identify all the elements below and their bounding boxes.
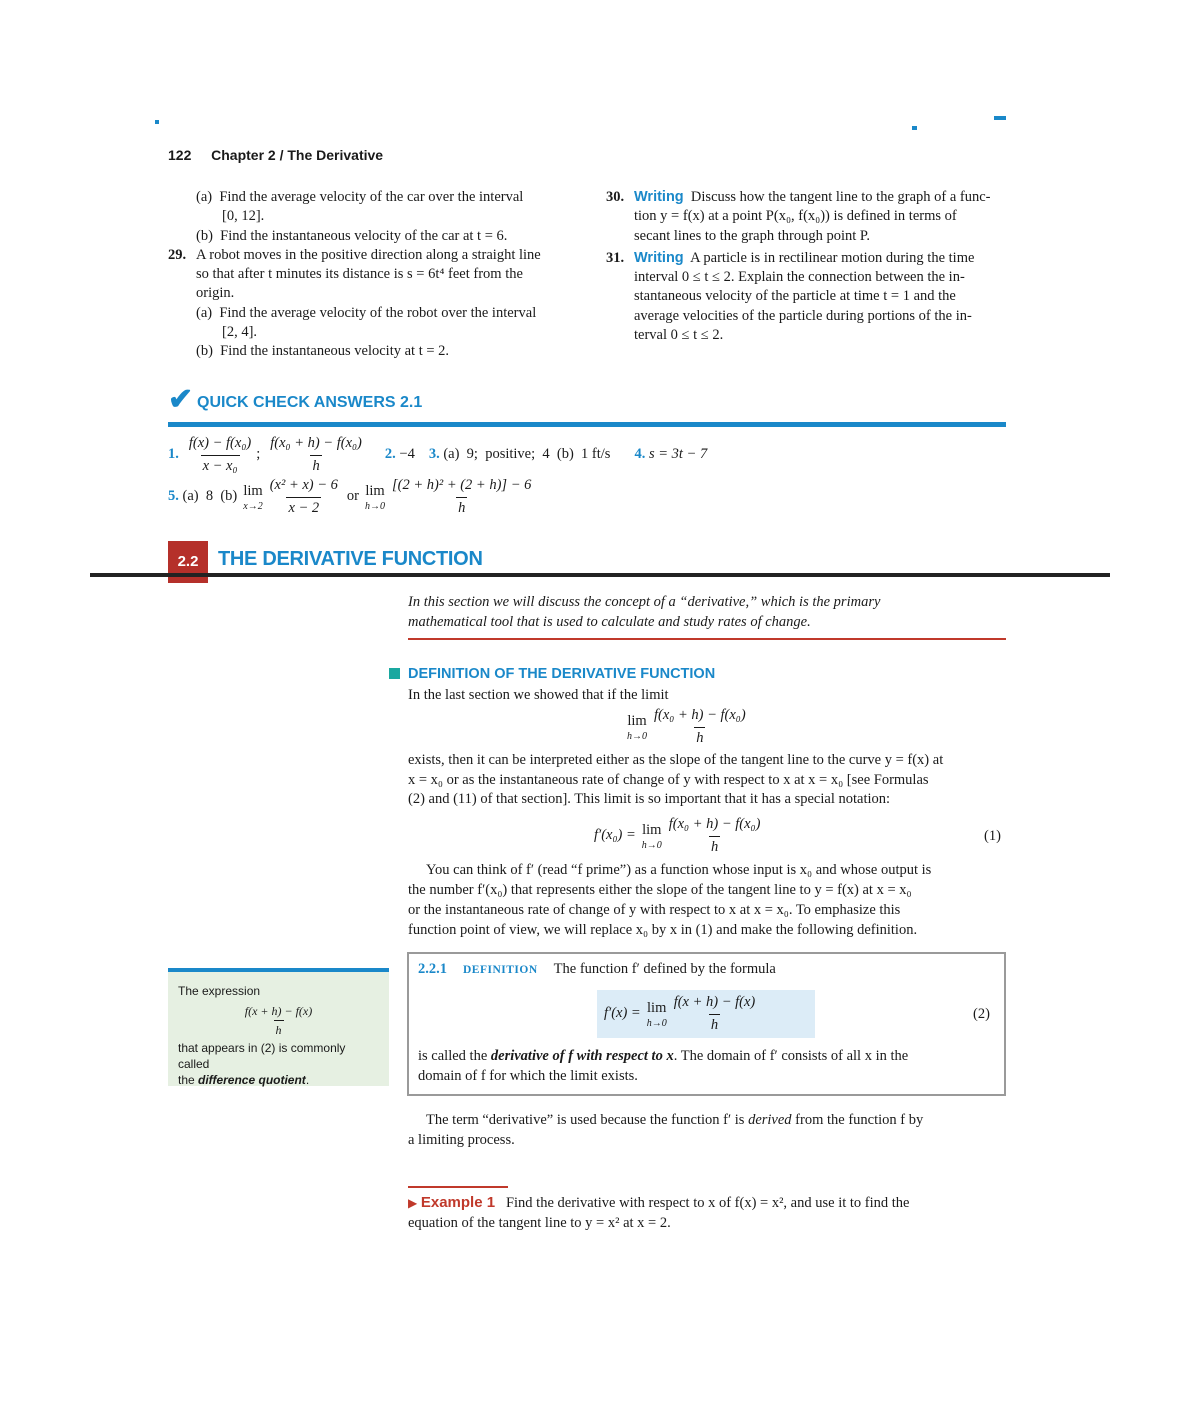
quick-check-title: QUICK CHECK ANSWERS 2.1 [197, 394, 423, 411]
quick-check-answers-row2 [168, 476, 536, 518]
answer-number: 3. [428, 446, 440, 463]
scan-mark [912, 126, 917, 130]
exercise-number: 29. [168, 246, 187, 263]
text-line: domain of f for which the limit exists. [418, 1068, 638, 1084]
note-text: The expression [178, 984, 261, 998]
limit-label: lim [243, 482, 263, 499]
example-1 [408, 1193, 1006, 1233]
limit-label: lim [627, 712, 647, 729]
exercise-column-right [606, 188, 1006, 345]
intro-rule [408, 638, 1006, 640]
check-icon: ✔ [168, 383, 194, 416]
answer-fraction [187, 434, 253, 476]
exercise-text: A robot moves in the positive direction along a straight line [196, 246, 541, 263]
limit-operator [642, 821, 662, 852]
subsection-marker [389, 668, 400, 679]
writing-tag: Writing [634, 189, 684, 205]
quick-check-heading [168, 383, 423, 416]
example-text: equation of the tangent line to y = x² at x = 2. [408, 1215, 671, 1231]
text-line: You can think of f′ (read “f prime”) as a function whose input is x₀ and whose output is [426, 862, 932, 878]
limit-label: lim [647, 999, 667, 1016]
definition-label: DEFINITION [463, 964, 538, 976]
equation-lhs: f′(x) = [604, 1005, 641, 1022]
exercise-31 [606, 249, 1006, 345]
text-line: a limiting process. [408, 1132, 515, 1148]
answer-text: (a) 9; positive; 4 (b) 1 ft/s [443, 446, 611, 463]
equation-lhs: f′(x₀) = [594, 827, 636, 844]
fraction-numerator: f(x + h) − f(x) [673, 994, 756, 1010]
limit-label: lim [365, 482, 385, 499]
exercise-28a: (a) Find the average velocity of the car over the interval [196, 189, 524, 205]
text-line: is called the derivative of f with respect to x. The domain of f′ consists of all x in the [418, 1048, 909, 1064]
text-line: or the instantaneous rate of change of y with respect to x at x = x₀. To emphasize this [408, 902, 901, 918]
section-title: THE DERIVATIVE FUNCTION [218, 548, 483, 570]
fraction-denominator: x − 2 [286, 497, 321, 519]
fraction-denominator: h [709, 1014, 720, 1036]
example-label: Example 1 [420, 1194, 496, 1211]
exercise-28b: (b) Find the instantaneous velocity of the car at t = 6. [196, 227, 508, 244]
scan-mark [155, 120, 159, 124]
exercise-30 [606, 188, 1006, 246]
fraction-numerator: f(x + h) − f(x) [244, 1004, 313, 1018]
note-fraction [243, 1003, 315, 1038]
fraction-numerator: f(x) − f(x₀) [188, 435, 252, 451]
exercise-number: 31. [606, 249, 625, 266]
section-rule [90, 573, 1110, 577]
equation-1 [594, 815, 765, 857]
text-line [408, 1193, 1006, 1213]
definition-formula [604, 993, 760, 1035]
definition-lead: The function f′ defined by the formula [553, 961, 776, 977]
intro-line: In this section we will discuss the concept of a “derivative,” which is the primary [408, 594, 881, 610]
definition-tail [418, 1046, 996, 1086]
subsection-p3 [408, 860, 1006, 940]
definition-header [418, 960, 776, 981]
limit-label: lim [642, 821, 662, 838]
exercise-29 [168, 246, 568, 304]
fraction-denominator: h [310, 455, 321, 477]
text-line: (2) and (11) of that section]. This limit is so important that it has a special notation: [408, 791, 891, 808]
equation-fraction [672, 993, 758, 1035]
equation-fraction [667, 815, 763, 857]
text-line: exists, then it can be interpreted either as the slope of the tangent line to the curve y = f(x) at [408, 752, 944, 768]
limit-operator [243, 482, 262, 513]
fraction-denominator: h [694, 727, 705, 749]
exercise-text: stantaneous velocity of the particle at time t = 1 and the [634, 288, 956, 305]
intro-line: mathematical tool that is used to calculate and study rates of change. [408, 614, 811, 630]
fraction-numerator: [(2 + h)² + (2 + h)] − 6 [392, 477, 532, 493]
defined-term: derivative of f with respect to x [490, 1048, 674, 1064]
answer-number: 5. [168, 488, 179, 505]
exercise-29a: (a) Find the average velocity of the robot over the interval [196, 304, 537, 321]
answer-fraction [268, 434, 364, 476]
exercise-text: average velocities of the particle during portions of the in- [634, 307, 972, 324]
exercise-text: Discuss how the tangent line to the graph of a func- [690, 189, 991, 205]
subsection-p2 [408, 751, 1006, 810]
answer-text: or [346, 488, 360, 505]
answer-number: 2. [384, 446, 396, 463]
fraction-numerator: f(x₀ + h) − f(x₀) [654, 707, 746, 723]
exercise-number: 30. [606, 189, 625, 205]
exercise-29b: (b) Find the instantaneous velocity at t = 2. [196, 343, 450, 360]
note-text: that appears in (2) is commonly called [178, 1041, 346, 1071]
separator: ; [256, 446, 261, 463]
running-header [168, 146, 383, 166]
margin-note [168, 972, 389, 1086]
answer-text: −4 [399, 446, 415, 463]
exercise-28a-cont: [0, 12]. [222, 208, 265, 225]
answer-number: 4. [634, 446, 646, 463]
subsection-title: DEFINITION OF THE DERIVATIVE FUNCTION [408, 666, 716, 682]
answer-fraction [390, 476, 533, 518]
example-text: Find the derivative with respect to x of f(x) = x², and use it to find the [505, 1195, 910, 1211]
after-definition [408, 1110, 1006, 1150]
text-line: x = x₀ or as the instantaneous rate of change of y with respect to x at x = x₀ [see Formulas [408, 771, 929, 788]
text-line: The term “derivative” is used because the function f′ is derived from the function f by [426, 1112, 924, 1128]
writing-tag: Writing [634, 249, 684, 266]
definition-number: 2.2.1 [418, 961, 447, 977]
answer-text: (a) 8 (b) [182, 488, 238, 505]
text-line: the number f′(x₀) that represents either the slope of the tangent line to y = f(x) at x = x₀ [408, 882, 912, 898]
exercise-29a-cont: [2, 4]. [222, 324, 258, 341]
section-intro [408, 592, 1006, 632]
limit-operator [365, 482, 385, 513]
chapter-title: Chapter 2 / The Derivative [211, 147, 384, 163]
exercise-text: origin. [196, 285, 235, 302]
exercise-text: tion y = f(x) at a point P(x₀, f(x₀)) is defined in terms of [634, 208, 957, 225]
limit-operator [647, 999, 667, 1030]
fraction-denominator: h [709, 836, 720, 858]
limit-operator [627, 712, 647, 743]
fraction-numerator: f(x₀ + h) − f(x₀) [668, 816, 761, 832]
fraction-numerator: f(x₀ + h) − f(x₀) [270, 435, 362, 451]
exercise-text: A particle is in rectilinear motion during the time [690, 249, 975, 266]
text-line: function point of view, we will replace x₀ by x in (1) and make the following definition. [408, 922, 918, 938]
fraction-denominator: h [456, 497, 467, 519]
equation-tag: (1) [984, 828, 1001, 844]
example-arrow-icon: ▶ [408, 1196, 418, 1210]
answer-fraction [268, 476, 340, 518]
limit-subscript: h→0 [365, 501, 386, 513]
exercise-text: terval 0 ≤ t ≤ 2. [634, 327, 724, 344]
scan-mark [994, 116, 1006, 120]
section-number: 2.2 [177, 553, 199, 571]
quick-check-answers-row1 [168, 434, 707, 476]
exercise-text: so that after t minutes its distance is s = 6t⁴ feet from the [196, 266, 523, 283]
limit-subscript: h→0 [646, 1018, 667, 1030]
limit-subscript: h→0 [627, 731, 647, 743]
page-number: 122 [168, 147, 192, 163]
limit-subscript: x→2 [243, 501, 263, 513]
answer-text: s = 3t − 7 [648, 446, 708, 463]
example-rule [408, 1186, 508, 1188]
equation-fraction [652, 706, 748, 748]
fraction-denominator: x − x₀ [201, 455, 240, 477]
exercise-text: interval 0 ≤ t ≤ 2. Explain the connection between the in- [634, 269, 965, 286]
subsection-p1: In the last section we showed that if the limit [408, 687, 669, 703]
note-term: difference quotient [198, 1073, 306, 1087]
exercise-text: secant lines to the graph through point P. [634, 227, 870, 244]
note-text: the difference quotient. [178, 1073, 310, 1087]
equation-limit [625, 706, 751, 748]
equation-tag: (2) [973, 1006, 990, 1022]
fraction-numerator: (x² + x) − 6 [269, 477, 338, 493]
limit-subscript: h→0 [641, 840, 662, 852]
fraction-denominator: h [274, 1020, 284, 1038]
exercise-column-left [168, 188, 568, 362]
answer-number: 1. [168, 446, 179, 463]
quick-check-rule [168, 422, 1006, 427]
